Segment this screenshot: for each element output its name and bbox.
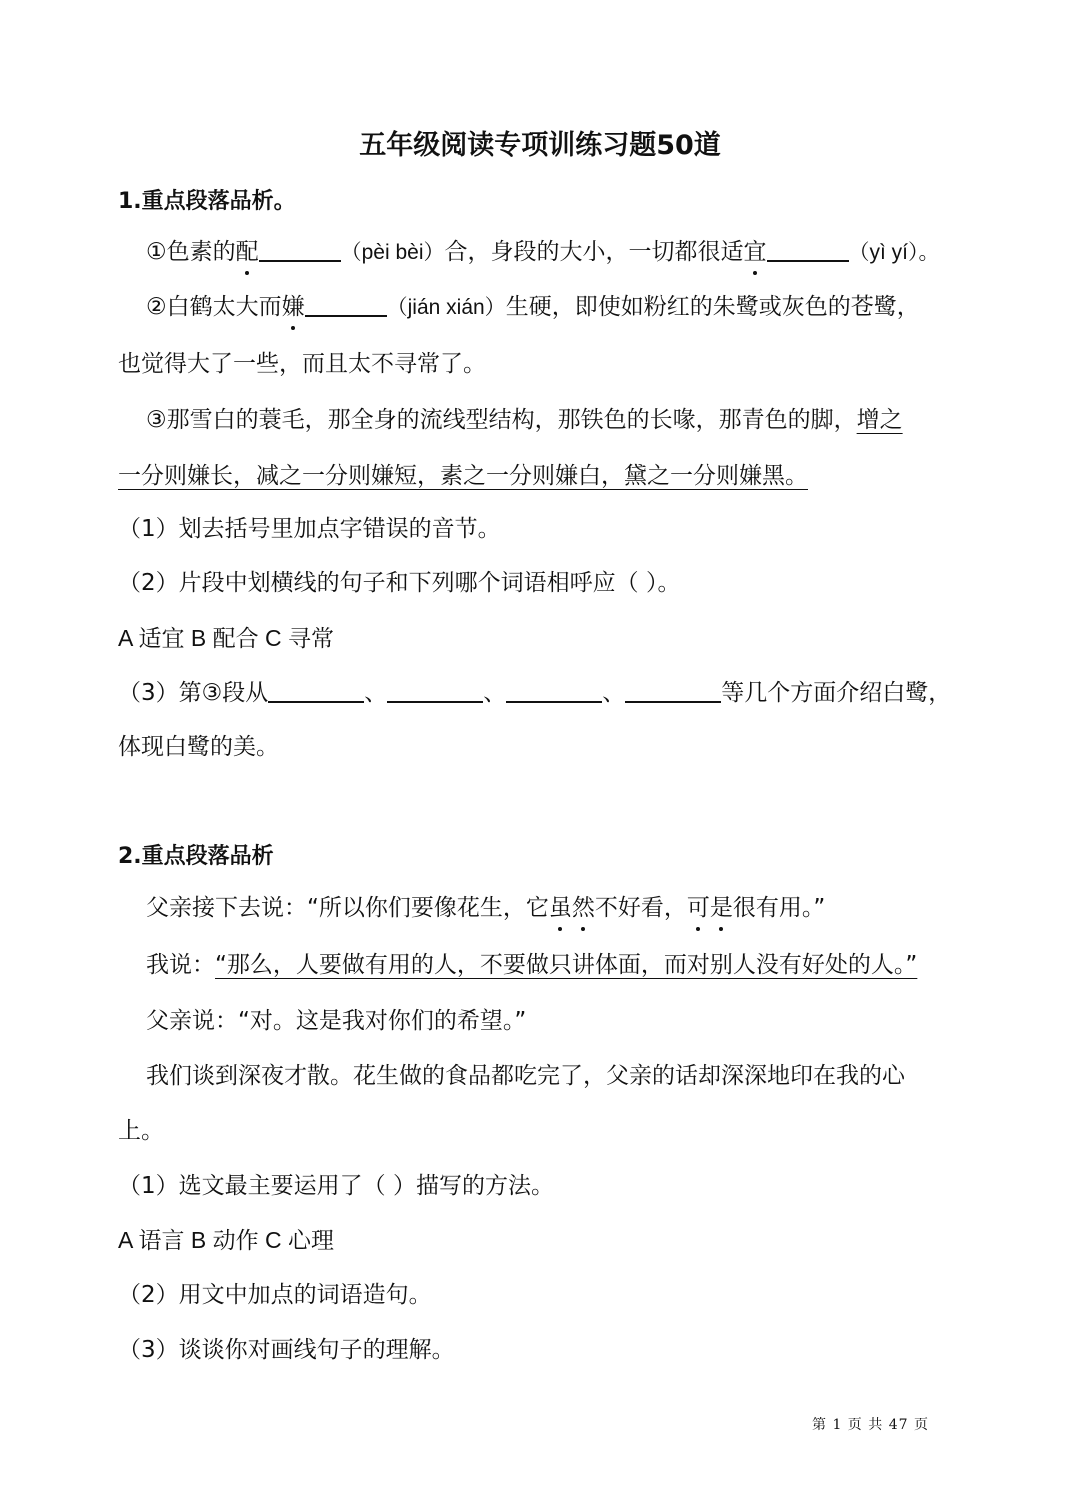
q2-line-4: 我们谈到深夜才散。花生做的食品都吃完了，父亲的话却深深地印在我的心 <box>146 1063 905 1089</box>
dotted-char: 配 <box>236 236 259 268</box>
q1-options: A 适宜 B 配合 C 寻常 <box>118 625 334 651</box>
circled-number-3: ③ <box>146 407 167 433</box>
q2-sub-question-3: （3）谈谈你对画线句子的理解。 <box>118 1337 455 1363</box>
q1-paragraph-3 <box>146 404 968 436</box>
page-footer: 第 1 页 共 47 页 <box>812 1417 929 1433</box>
pinyin-options: （yì yí）。 <box>848 241 940 264</box>
answer-blank[interactable] <box>259 238 341 262</box>
q2-line-4-cont: 上。 <box>118 1118 164 1144</box>
text: 色素的 <box>166 239 236 265</box>
pinyin-options: （pèi bèi） <box>340 241 445 264</box>
separator: 、 <box>483 680 507 706</box>
dotted-char: 虽 <box>549 892 572 924</box>
text: 不好看， <box>594 895 687 921</box>
answer-blank[interactable] <box>387 679 483 703</box>
text: 父亲接下去说：“所以你们要像花生，它 <box>146 895 549 921</box>
q2-line-3: 父亲说：“对。这是我对你们的希望。” <box>146 1008 527 1034</box>
pinyin-options: （jián xián） <box>386 296 506 319</box>
answer-blank[interactable] <box>506 679 602 703</box>
answer-blank[interactable] <box>268 679 364 703</box>
underlined-sentence: 增之 <box>856 407 903 433</box>
text: 等几个方面介绍白鹭， <box>721 680 952 706</box>
answer-blank[interactable] <box>625 679 721 703</box>
separator: 、 <box>364 680 388 706</box>
separator: 、 <box>602 680 626 706</box>
q2-sub-question-1: （1）选文最主要运用了（ ）描写的方法。 <box>118 1173 554 1199</box>
answer-blank[interactable] <box>305 293 387 317</box>
text: 白鹤太大而 <box>166 294 282 320</box>
dotted-char: 是 <box>710 892 733 924</box>
dotted-char: 宜 <box>744 236 767 268</box>
text: 生硬，即使如粉红的朱鹭或灰色的苍鹭， <box>505 294 920 320</box>
document-title: 五年级阅读专项训练习题50道 <box>359 130 721 161</box>
circled-number-2: ② <box>146 294 167 320</box>
text: 合，身段的大小，一切都很适 <box>444 239 744 265</box>
q1-paragraph-2-cont: 也觉得大了一些，而且太不寻常了。 <box>118 351 486 377</box>
q1-paragraph-3-cont <box>118 460 968 492</box>
q1-sub-question-3-cont: 体现白鹭的美。 <box>118 734 279 760</box>
text: 我说： <box>146 952 215 978</box>
q1-heading: 1.重点段落品析。 <box>118 189 296 214</box>
q1-sub-question-1: （1）划去括号里加点字错误的音节。 <box>118 516 501 542</box>
text: 很有用。” <box>732 895 826 921</box>
text: （3）第③段从 <box>118 680 269 706</box>
answer-blank[interactable] <box>767 238 849 262</box>
dotted-char: 可 <box>687 892 710 924</box>
q2-heading: 2.重点段落品析 <box>118 844 274 869</box>
q2-line-1 <box>146 892 968 924</box>
q1-sub-question-3 <box>118 677 968 709</box>
q2-line-2 <box>146 949 968 981</box>
underlined-sentence: 一分则嫌长，减之一分则嫌短，素之一分则嫌白，黛之一分则嫌黑。 <box>118 463 808 489</box>
q2-sub-question-2: （2）用文中加点的词语造句。 <box>118 1282 432 1308</box>
dotted-char: 然 <box>572 892 595 924</box>
underlined-sentence: “那么，人要做有用的人，不要做只讲体面，而对别人没有好处的人。” <box>215 952 918 978</box>
dotted-char: 嫌 <box>282 291 305 323</box>
q2-options: A 语言 B 动作 C 心理 <box>118 1227 334 1253</box>
q1-paragraph-1 <box>146 236 968 269</box>
q1-sub-question-2: （2）片段中划横线的句子和下列哪个词语相呼应（ ）。 <box>118 570 681 596</box>
circled-number-1: ① <box>146 239 167 265</box>
q1-paragraph-2 <box>146 291 968 324</box>
text: 那雪白的蓑毛，那全身的流线型结构，那铁色的长喙，那青色的脚， <box>166 407 857 433</box>
